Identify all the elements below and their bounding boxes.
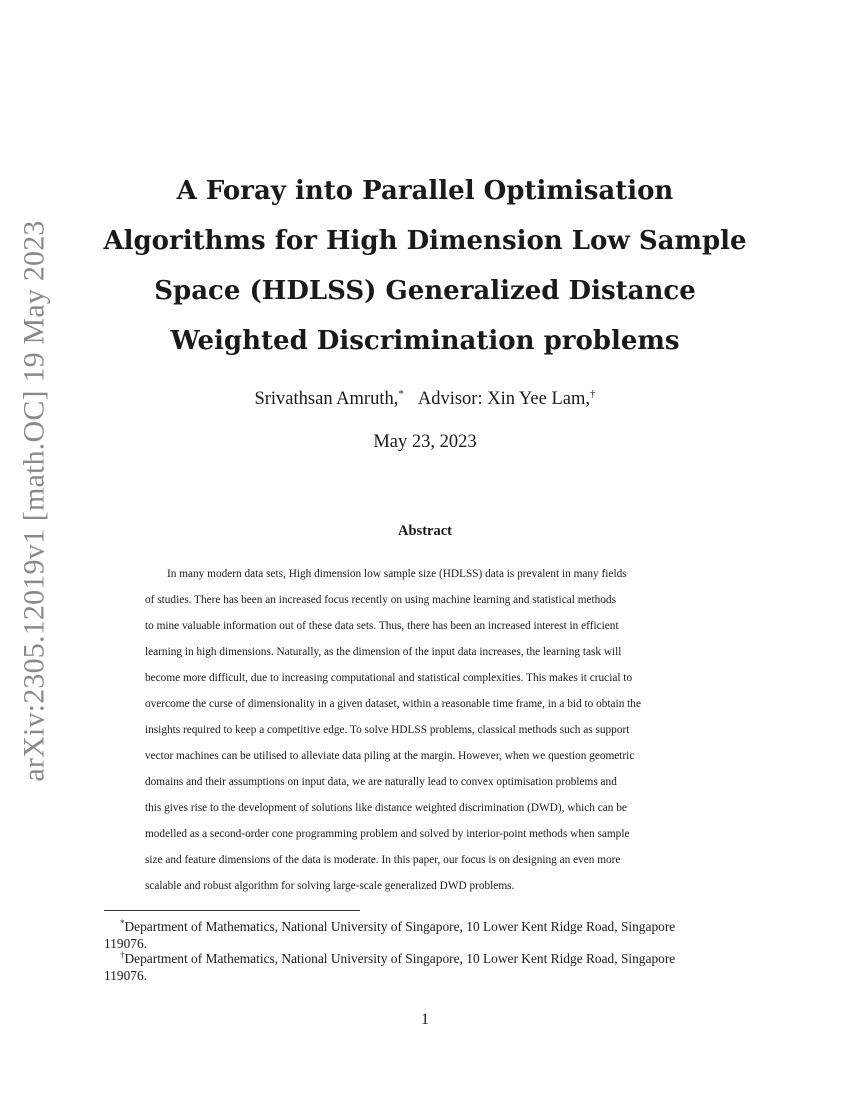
abstract-line: modelled as a second-order cone programming problem and solved by interior-point methods when sample [145,828,630,840]
abstract-line: size and feature dimensions of the data is moderate. In this paper, our focus is on designing an even more [145,854,621,866]
footnote-advisor-affiliation [104,947,754,984]
author-line [0,388,850,410]
abstract-body [145,561,705,899]
title-line: Weighted Discrimination problems [170,326,680,356]
title-line: Algorithms for High Dimension Low Sample [103,226,747,256]
abstract-line: become more difficult, due to increasing computational and statistical complexities. This makes it crucial to [145,672,633,684]
footnote-mark: * [120,918,125,928]
author-footnote-mark[interactable]: * [398,388,404,400]
footnote-text-continued: 119076. [104,968,148,983]
page-number: 1 [421,1011,429,1028]
abstract-line: of studies. There has been an increased focus recently on using machine learning and statistical methods [145,594,616,606]
abstract-line: learning in high dimensions. Naturally, as the dimension of the input data increases, the learning task will [145,646,622,658]
arxiv-identifier-stamp [11,220,59,782]
footnote-mark: † [120,950,125,960]
abstract-line: insights required to keep a competitive edge. To solve HDLSS problems, classical methods such as support [145,724,630,736]
abstract-line: domains and their assumptions on input data, we are naturally lead to convex optimisation problems and [145,776,617,788]
abstract-line: vector machines can be utilised to alleviate data piling at the margin. However, when we question geometric [145,750,635,762]
advisor-name: Advisor: Xin Yee Lam, [417,389,591,409]
author-name: Srivathsan Amruth, [254,389,399,409]
abstract-line: overcome the curse of dimensionality in a given dataset, within a reasonable time frame, in a bid to obtain the [145,698,641,710]
abstract-line: In many modern data sets, High dimension low sample size (HDLSS) data is prevalent in many fields [167,568,627,580]
abstract-line: scalable and robust algorithm for solving large-scale generalized DWD problems. [145,880,515,892]
arxiv-identifier-text: arXiv:2305.12019v1 [math.OC] 19 May 2023 [18,220,51,782]
footnote-text-continued: 119076. [104,936,148,951]
footnote-text: Department of Mathematics, National University of Singapore, 10 Lower Kent Ridge Road, Singapore [124,919,676,934]
advisor-footnote-mark[interactable]: † [590,388,596,400]
title-line: A Foray into Parallel Optimisation [176,176,674,206]
abstract-line: to mine valuable information out of these data sets. Thus, there has been an increased interest in efficient [145,620,619,632]
paper-date: May 23, 2023 [373,432,477,452]
footnote-divider [104,910,360,911]
abstract-heading: Abstract [398,523,452,539]
paper-title [95,166,755,366]
abstract-line: this gives rise to the development of solutions like distance weighted discrimination (DWD), which can be [145,802,627,814]
title-line: Space (HDLSS) Generalized Distance [154,276,696,306]
footnote-text: Department of Mathematics, National University of Singapore, 10 Lower Kent Ridge Road, Singapore [124,951,676,966]
